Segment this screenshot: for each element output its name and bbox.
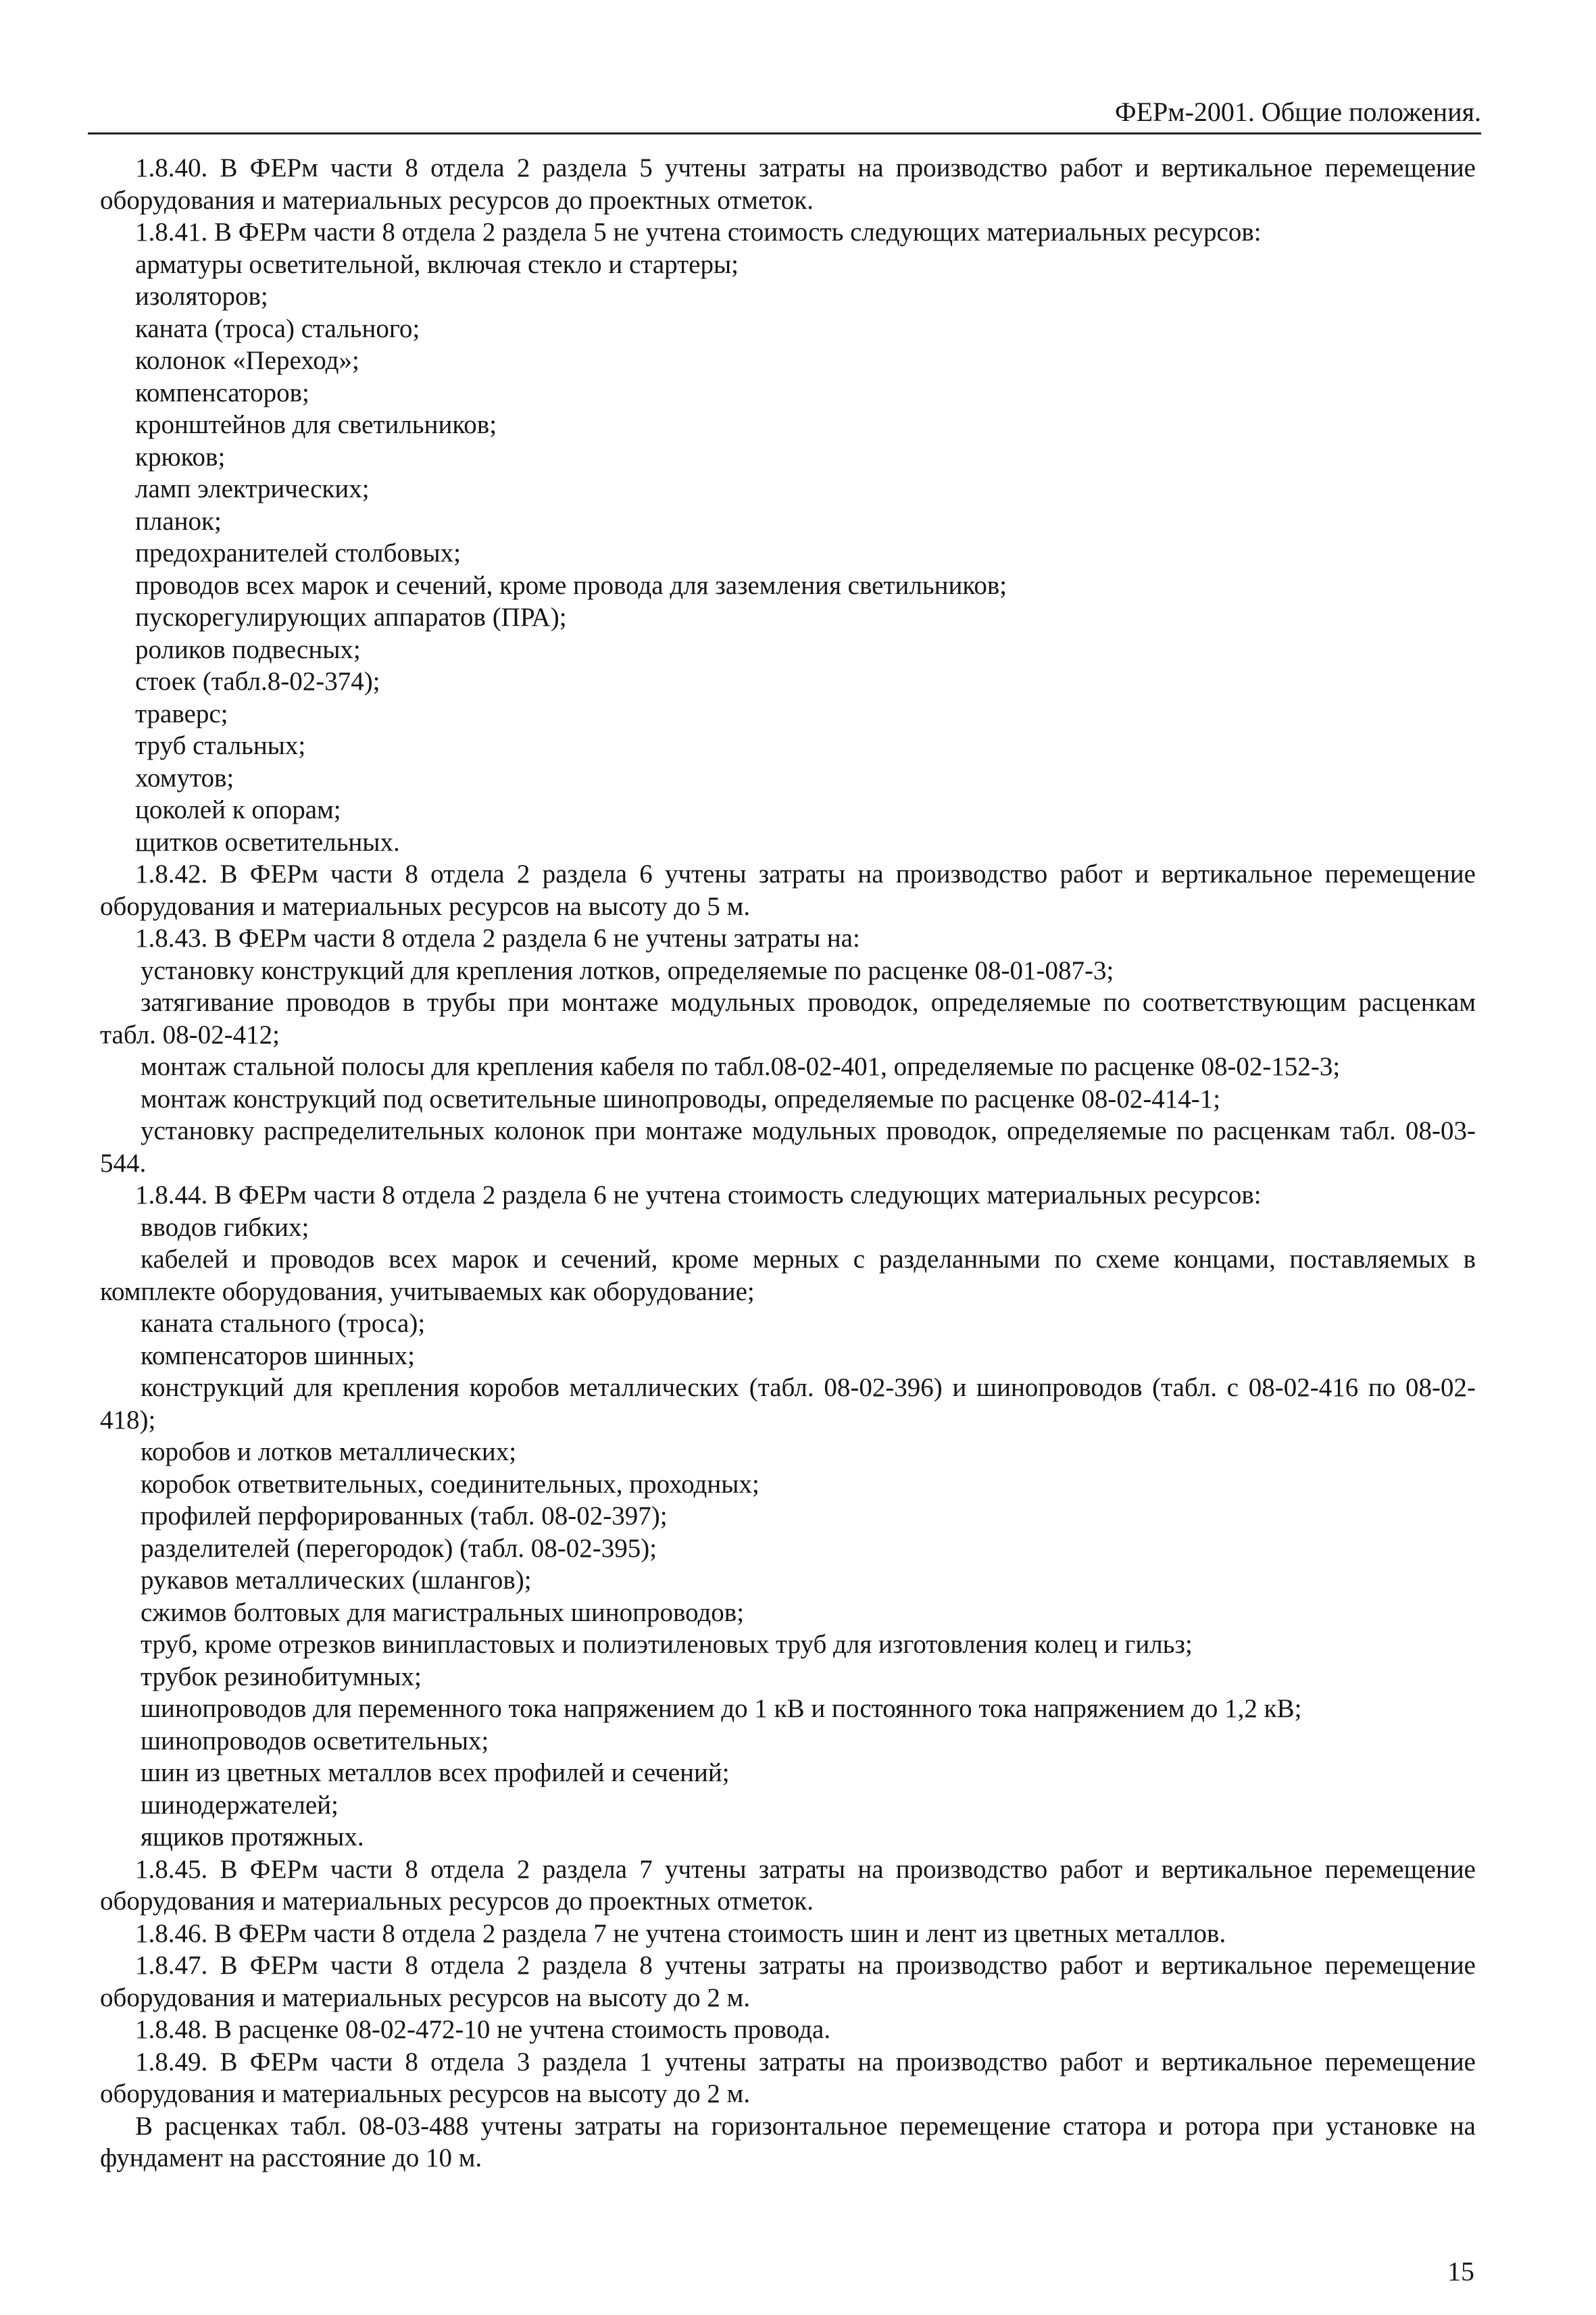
page-number: 15 [1447,2256,1474,2287]
paragraph-1-8-47: 1.8.47. В ФЕРм части 8 отдела 2 раздела 8 учтены затраты на производство работ и вертикальное перемещение оборудования и материальных ресурсов на высоту до 2 м. [100,1951,1476,2012]
paragraph-1-8-48: 1.8.48. В расценке 08-02-472-10 не учтена стоимость провода. [135,2015,831,2044]
list-item: сжимов болтовых для магистральных шинопроводов; [141,1597,745,1627]
list-item: труб, кроме отрезков винипластовых и полиэтиленовых труб для изготовления колец и гильз; [141,1630,1193,1659]
list-item: шинодержателей; [141,1790,339,1820]
list-item: планок; [135,506,222,536]
list-item: каната стального (троса); [141,1309,426,1338]
list-item: установку конструкций для крепления лотков, определяемые по расценке 08-01-087-3; [141,955,1114,985]
paragraph-1-8-46: 1.8.46. В ФЕРм части 8 отдела 2 раздела 7 не учтена стоимость шин и лент из цветных металлов. [135,1918,1226,1948]
list-item: каната (троса) стального; [135,314,420,343]
list-item: компенсаторов; [135,378,309,407]
list-item: конструкций для крепления коробов металлических (табл. 08-02-396) и шинопроводов (табл. с 08-02-416 по 08-02-418); [100,1373,1476,1435]
paragraph-1-8-44: 1.8.44. В ФЕРм части 8 отдела 2 раздела 6 не учтена стоимость следующих материальных ресурсов: [135,1180,1262,1210]
list-item: крюков; [135,442,226,472]
list-item: щитков осветительных. [135,827,400,857]
paragraph-1-8-49: 1.8.49. В ФЕРм части 8 отдела 3 раздела 1 учтены затраты на производство работ и вертикальное перемещение оборудования и материальных ресурсов на высоту до 2 м. [100,2047,1476,2108]
list-item: шинопроводов осветительных; [141,1726,489,1756]
list-item: цоколей к опорам; [135,795,341,824]
list-item: монтаж стальной полосы для крепления кабеля по табл.08-02-401, определяемые по расценке 08-02-152-3; [141,1052,1341,1081]
list-item: траверс; [135,699,228,728]
list-item: роликов подвесных; [135,634,361,664]
list-item: рукавов металлических (шлангов); [141,1566,532,1595]
list-item: профилей перфорированных (табл. 08-02-397); [141,1501,668,1530]
list-item: арматуры осветительной, включая стекло и стартеры; [135,249,739,279]
list-item: пускорегулирующих аппаратов (ПРА); [135,603,567,632]
list-item: установку распределительных колонок при монтаже модульных проводок, определяемые по расценкам табл. 08-03-544. [100,1116,1476,1178]
paragraph-1-8-43: 1.8.43. В ФЕРм части 8 отдела 2 раздела 6 не учтены затраты на: [135,924,860,953]
list-item: кронштейнов для светильников; [135,410,497,439]
list-item: затягивание проводов в трубы при монтаже модульных проводок, определяемые по соответствующим расценкам табл. 08-02-412; [100,988,1476,1049]
list-item: шин из цветных металлов всех профилей и сечений; [141,1758,730,1787]
list-item: предохранителей столбовых; [135,539,461,568]
list-item: вводов гибких; [141,1212,309,1242]
list-item: шинопроводов для переменного тока напряжением до 1 кВ и постоянного тока напряжением до 1,2 кВ; [141,1694,1302,1723]
page-content [100,152,1476,2174]
list-item: коробов и лотков металлических; [141,1437,517,1466]
list-item: проводов всех марок и сечений, кроме провода для заземления светильников; [135,570,1007,600]
list-item: хомутов; [135,763,234,793]
list-item: монтаж конструкций под осветительные шинопроводы, определяемые по расценке 08-02-414-1; [141,1084,1221,1114]
list-item: изоляторов; [135,282,268,311]
list-item: разделителей (перегородок) (табл. 08-02-395); [141,1533,657,1563]
paragraph-1-8-42: 1.8.42. В ФЕРм части 8 отдела 2 раздела 6 учтены затраты на производство работ и вертикальное перемещение оборудования и материальных ресурсов на высоту до 5 м. [100,860,1476,921]
list-item: стоек (табл.8-02-374); [135,667,380,696]
paragraph-1-8-45: 1.8.45. В ФЕРм части 8 отдела 2 раздела 7 учтены затраты на производство работ и вертикальное перемещение оборудования и материальных ресурсов до проектных отметок. [100,1854,1476,1916]
list-item: труб стальных; [135,731,306,760]
list-item: трубок резинобитумных; [141,1662,422,1691]
paragraph-1-8-41: 1.8.41. В ФЕРм части 8 отдела 2 раздела 5 не учтена стоимость следующих материальных ресурсов: [135,218,1262,247]
paragraph-final: В расценках табл. 08-03-488 учтены затраты на горизонтальное перемещение статора и ротора при установке на фундамент на расстояние до 10 м. [100,2111,1476,2172]
list-item: ламп электрических; [135,474,370,503]
paragraph-1-8-40: 1.8.40. В ФЕРм части 8 отдела 2 раздела 5 учтены затраты на производство работ и вертикальное перемещение оборудования и материальных ресурсов до проектных отметок. [100,153,1476,215]
list-item: компенсаторов шинных; [141,1341,415,1370]
list-item: колонок «Переход»; [135,346,359,375]
list-item: коробок ответвительных, соединительных, проходных; [141,1469,759,1499]
page-header: ФЕРм-2001. Общие положения. [88,93,1481,134]
list-item: ящиков протяжных. [141,1822,364,1851]
list-item: кабелей и проводов всех марок и сечений, кроме мерных с разделанными по схеме концами, поставляемых в комплекте оборудования, учитываемых как оборудование; [100,1245,1476,1306]
